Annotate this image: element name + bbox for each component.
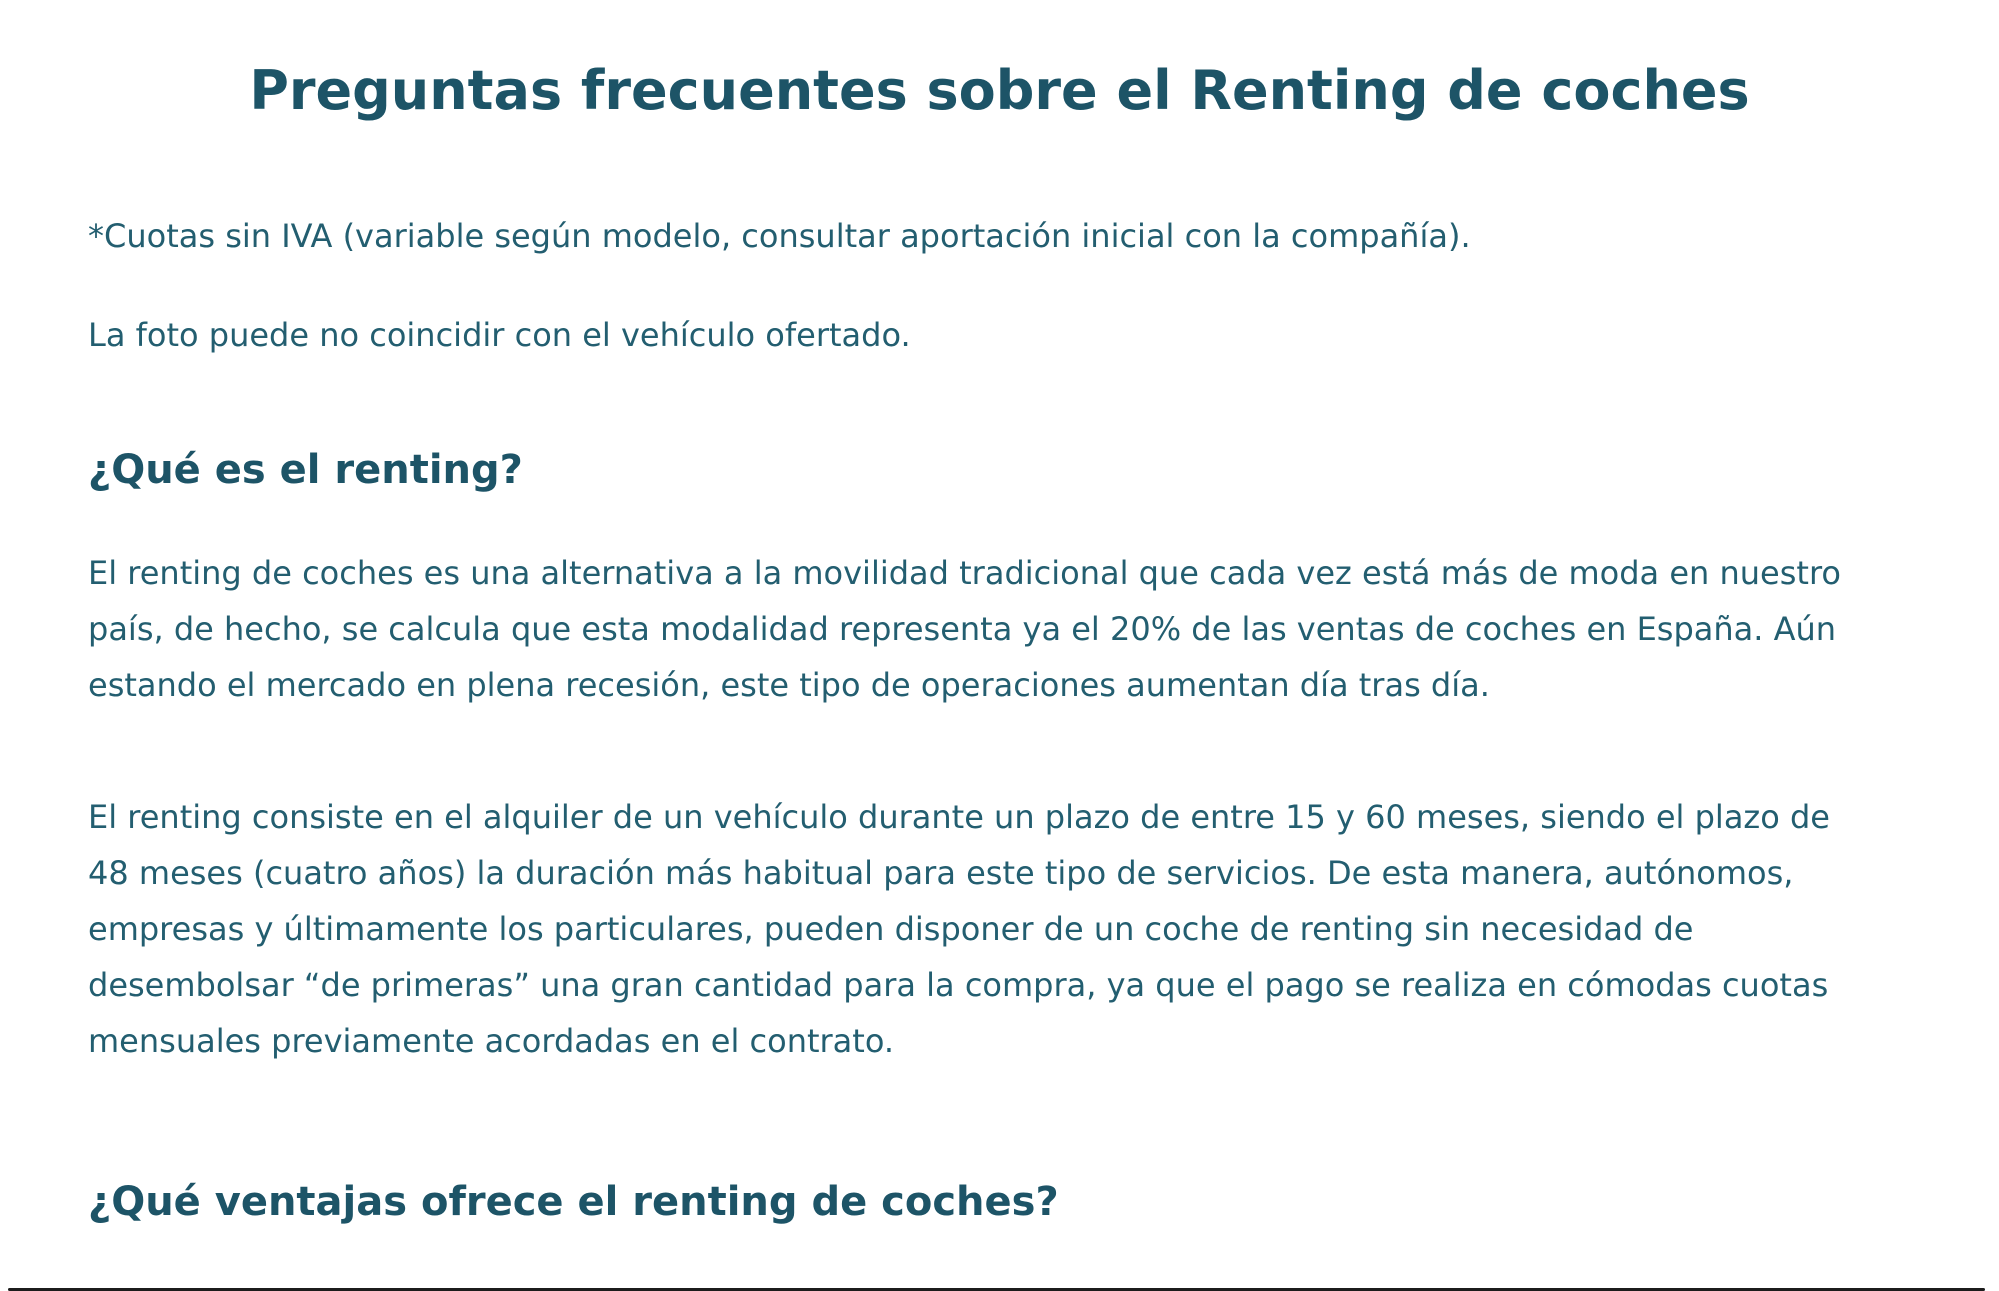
faq-section-what-is-renting [88,445,1911,1069]
section-heading-what-is-renting: ¿Qué es el renting? [88,447,523,493]
faq-section-advantages [88,1177,1911,1227]
photo-disclaimer-text: La foto puede no coincidir con el vehículo ofertado. [88,316,911,354]
renting-intro-paragraph: El renting de coches es una alternativa a la movilidad tradicional que cada vez está más de moda en nuestro país, de hecho, se calcula que esta modalidad representa ya el 20% de las ventas de coches en España. Aún estando el mercado en plena recesión, este tipo de operaciones aumentan día tras día. [88,554,1841,704]
faq-content [0,56,1999,1291]
section-heading-advantages: ¿Qué ventajas ofrece el renting de coches? [88,1179,1059,1225]
iva-disclaimer-text: *Cuotas sin IVA (variable según modelo, consultar aportación inicial con la compañía). [88,217,1471,255]
page-title: Preguntas frecuentes sobre el Renting de coches [249,59,1750,122]
renting-details-paragraph: El renting consiste en el alquiler de un vehículo durante un plazo de entre 15 y 60 meses, siendo el plazo de 48 meses (cuatro años) la duración más habitual para este tipo de servicios. De esta manera, autónomos, empresas y últimamente los particulares, pueden disponer de un coche de renting sin necesidad de desembolsar “de primeras” una gran cantidad para la compra, ya que el pago se realiza en cómodas cuotas mensuales previamente acordadas en el contrato. [88,798,1830,1060]
